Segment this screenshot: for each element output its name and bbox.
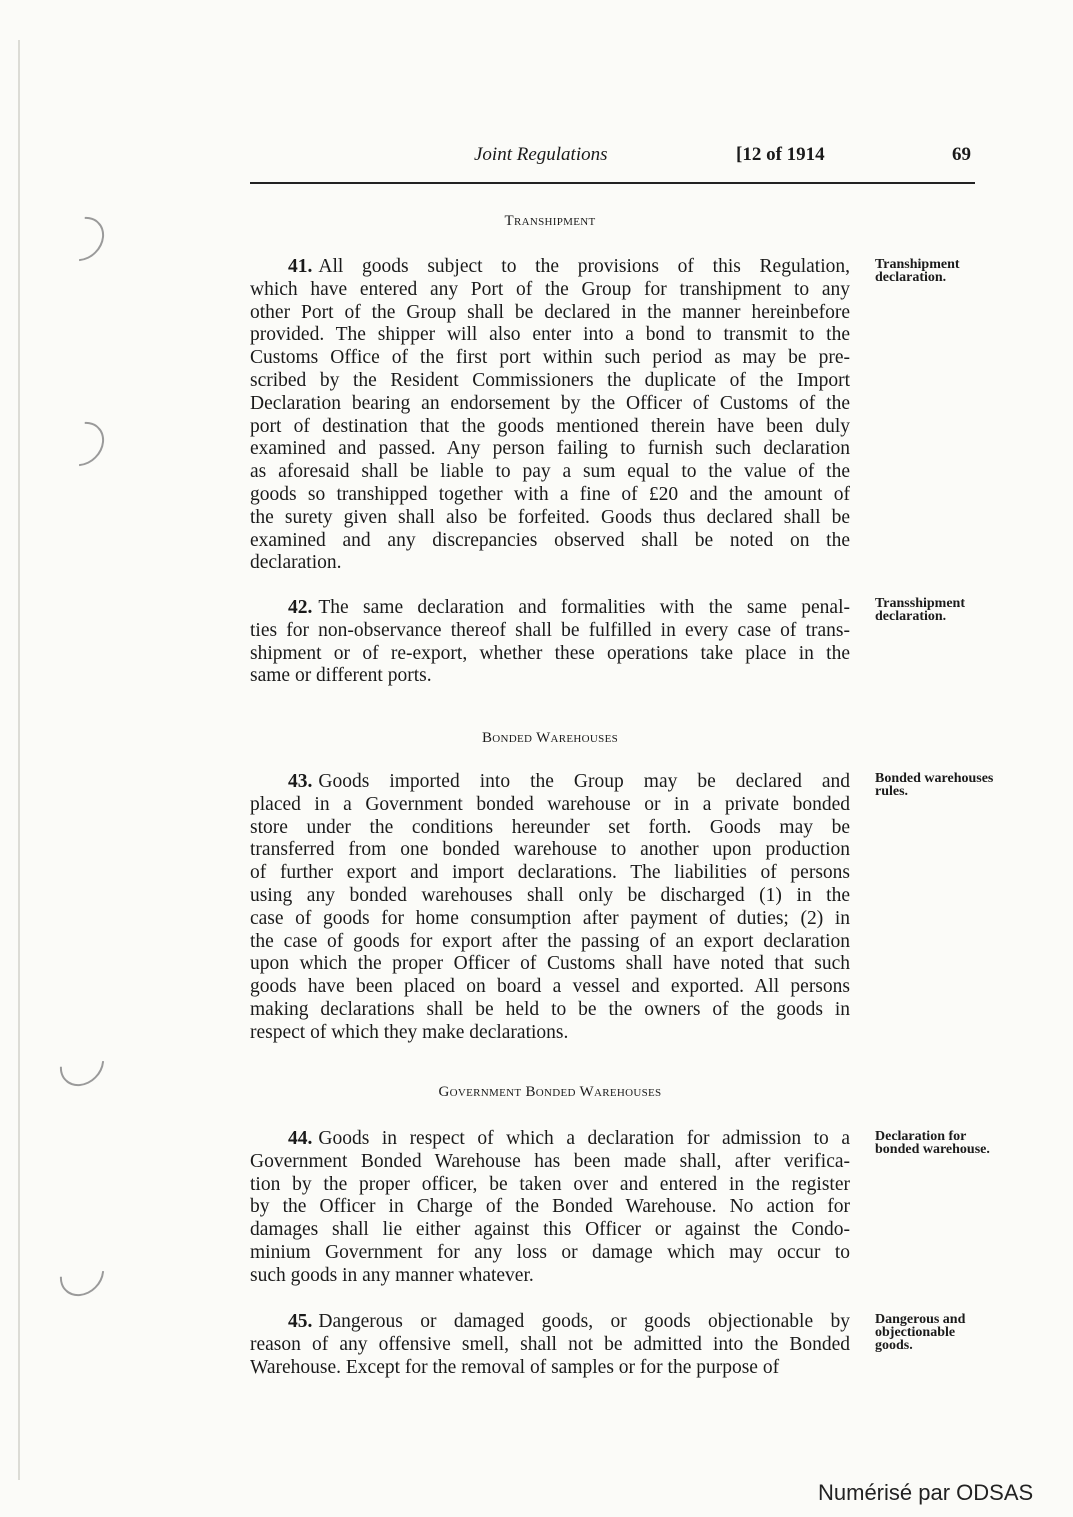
paragraph-45 (250, 1311, 850, 1379)
text-line (250, 530, 850, 553)
text-line (250, 279, 850, 302)
header-rule (250, 182, 975, 184)
line-text: the surety given shall also be forfeited. Goods thus declared shall be (250, 506, 850, 528)
paragraph-number: 41. (288, 256, 313, 277)
text-line (250, 1151, 850, 1174)
text-line (250, 794, 850, 817)
text-line (250, 597, 850, 620)
margin-note: Bonded warehouses rules. (875, 771, 994, 799)
line-text: declaration. (250, 552, 342, 574)
text-line (250, 393, 850, 416)
line-text: examined and passed. Any person failing to furnish such declaration (250, 438, 850, 460)
paragraph-number: 43. (288, 771, 313, 792)
line-text: port of destination that the goods mentioned therein have been duly (250, 415, 850, 437)
margin-note: Transshipment declaration. (875, 596, 965, 624)
line-text: upon which the proper Officer of Customs shall have noted that such (250, 953, 850, 975)
text-line (250, 953, 850, 976)
text-line (250, 1357, 850, 1380)
text-line (250, 643, 850, 666)
line-text: by the Officer in Charge of the Bonded Warehouse. No action for (250, 1196, 850, 1218)
line-text: case of goods for home consumption after payment of duties; (2) in (250, 907, 850, 929)
text-line (250, 1334, 850, 1357)
text-line (250, 931, 850, 954)
line-text: placed in a Government bonded warehouse or in a private bonded (250, 793, 850, 815)
paragraph-44 (250, 1128, 850, 1288)
line-text: such goods in any manner whatever. (250, 1264, 534, 1286)
text-line (250, 347, 850, 370)
line-text: examined and any discrepancies observed shall be noted on the (250, 529, 850, 551)
text-line (250, 484, 850, 507)
line-text: as aforesaid shall be liable to pay a sum equal to the value of the (250, 461, 850, 483)
line-text: minium Government for any loss or damage which may occur to (250, 1241, 850, 1263)
line-text: provided. The shipper will also enter into a bond to transmit to the (250, 324, 850, 346)
paragraph-number: 42. (288, 597, 313, 618)
text-line (250, 976, 850, 999)
line-text: scribed by the Resident Commissioners the duplicate of the Import (250, 369, 850, 391)
line-text: All goods subject to the provisions of this Regulation, (318, 256, 850, 277)
margin-note: Dangerous and objectionable goods. (875, 1312, 966, 1353)
running-title: Joint Regulations (474, 144, 608, 165)
line-text: reason of any offensive smell, shall not be admitted into the Bonded (250, 1333, 850, 1355)
line-text: which have entered any Port of the Group for transhipment to any (250, 278, 850, 300)
text-line (250, 507, 850, 530)
line-text: Customs Office of the first port within such period as may be pre- (250, 347, 850, 369)
text-line (250, 1311, 850, 1334)
text-line (250, 1022, 850, 1045)
line-text: making declarations shall be held to be the owners of the goods in (250, 998, 850, 1020)
line-text: of further export and import declarations. The liabilities of persons (250, 862, 850, 884)
text-line (250, 438, 850, 461)
text-line (250, 620, 850, 643)
page-number: 69 (952, 144, 971, 165)
section-heading-bonded-warehouses: Bonded Warehouses (481, 730, 619, 746)
line-text: shipment or of re-export, whether these operations take place in the (250, 642, 850, 664)
punch-hole-mark (51, 1243, 113, 1305)
text-line (250, 1265, 850, 1288)
section-heading-government-bonded-warehouses: Government Bonded Warehouses (438, 1084, 662, 1100)
punch-hole-mark (51, 1033, 113, 1095)
line-text: goods have been placed on board a vessel and exported. All persons (250, 976, 850, 998)
line-text: Dangerous or damaged goods, or goods objectionable by (318, 1311, 850, 1332)
text-line (250, 1196, 850, 1219)
line-text: The same declaration and formalities with the same penal- (318, 597, 850, 618)
text-line (250, 885, 850, 908)
text-line (250, 324, 850, 347)
line-text: Declaration bearing an endorsement by the Officer of Customs of the (250, 392, 850, 414)
text-line (250, 771, 850, 794)
text-line (250, 1219, 850, 1242)
text-line (250, 817, 850, 840)
line-text: Warehouse. Except for the removal of samples or for the purpose of (250, 1356, 780, 1378)
line-text: Government Bonded Warehouse has been made shall, after verifica- (250, 1150, 850, 1172)
text-line (250, 302, 850, 325)
line-text: goods so transhipped together with a fine of £20 and the amount of (250, 483, 850, 505)
text-line (250, 370, 850, 393)
text-line (250, 839, 850, 862)
margin-note: Declaration for bonded warehouse. (875, 1129, 990, 1157)
margin-note: Transhipment declaration. (875, 257, 960, 285)
paragraph-number: 45. (288, 1311, 313, 1332)
paragraph-42 (250, 597, 850, 688)
paragraph-41 (250, 256, 850, 575)
text-line (250, 461, 850, 484)
line-text: transferred from one bonded warehouse to another upon production (250, 839, 850, 861)
text-line (250, 416, 850, 439)
line-text: damages shall lie either against this Officer or against the Condo- (250, 1219, 850, 1241)
punch-hole-mark (51, 413, 113, 475)
text-line (250, 862, 850, 885)
act-reference: [12 of 1914 (736, 144, 825, 165)
line-text: Goods imported into the Group may be declared and (318, 771, 850, 792)
paragraph-number: 44. (288, 1128, 313, 1149)
text-line (250, 665, 850, 688)
page-edge (18, 40, 20, 1480)
text-line (250, 1174, 850, 1197)
text-line (250, 999, 850, 1022)
line-text: respect of which they make declarations. (250, 1021, 569, 1043)
text-line (250, 256, 850, 279)
line-text: ties for non-observance thereof shall be fulfilled in every case of trans- (250, 619, 850, 641)
line-text: other Port of the Group shall be declared in the manner hereinbefore (250, 301, 850, 323)
digitization-credit: Numérisé par ODSAS (818, 1480, 1034, 1505)
text-line (250, 1128, 850, 1151)
line-text: the case of goods for export after the passing of an export declaration (250, 930, 850, 952)
line-text: using any bonded warehouses shall only be discharged (1) in the (250, 884, 850, 906)
text-line (250, 1242, 850, 1265)
line-text: store under the conditions hereunder set forth. Goods may be (250, 816, 850, 838)
paragraph-43 (250, 771, 850, 1045)
line-text: same or different ports. (250, 665, 432, 687)
line-text: tion by the proper officer, be taken over and entered in the register (250, 1173, 850, 1195)
punch-hole-mark (51, 208, 113, 270)
text-line (250, 908, 850, 931)
line-text: Goods in respect of which a declaration for admission to a (318, 1128, 850, 1149)
text-line (250, 552, 850, 575)
section-heading-transhipment: Transhipment (504, 213, 596, 229)
